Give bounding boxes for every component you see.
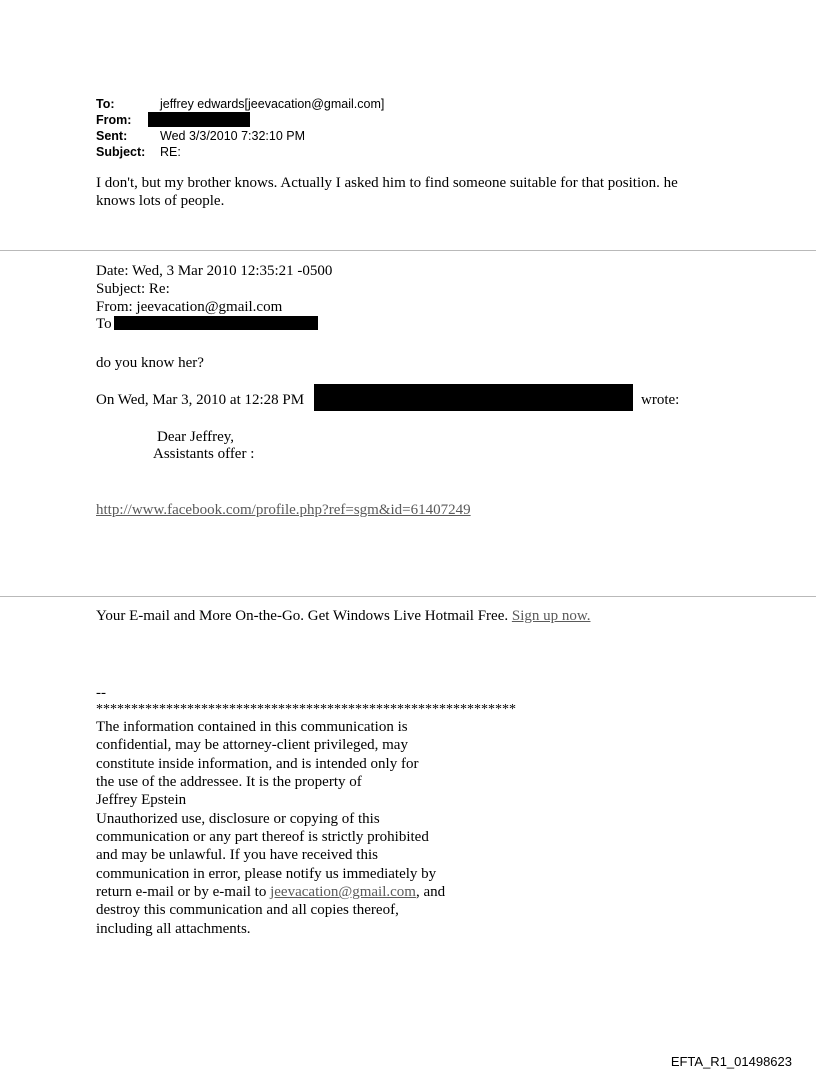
signature-stars: ************************************************************ [96, 702, 516, 717]
subject-value: RE: [160, 145, 181, 159]
quoted-date: Date: Wed, 3 Mar 2010 12:35:21 -0500 [96, 263, 333, 279]
disclaimer-line: the use of the addressee. It is the property of [96, 774, 362, 790]
disclaimer-line: destroy this communication and all copies thereof, [96, 902, 399, 918]
quoted-body: do you know her? [96, 355, 204, 371]
assistants-offer: Assistants offer : [153, 446, 255, 462]
return-prefix: return e-mail or by e-mail to [96, 884, 267, 900]
header-from-row [96, 112, 384, 128]
sent-value: Wed 3/3/2010 7:32:10 PM [160, 129, 306, 143]
disclaimer-line: Unauthorized use, disclosure or copying of this [96, 811, 380, 827]
promo-line [96, 607, 590, 626]
to-label: To: [96, 97, 115, 111]
disclaimer-line: including all attachments. [96, 921, 251, 937]
sign-up-link[interactable]: Sign up now. [511, 608, 591, 624]
on-wrote-suffix: wrote: [641, 392, 680, 408]
sent-label: Sent: [96, 129, 128, 143]
disclaimer-line: The information contained in this communication is [96, 719, 408, 735]
to-value: jeffrey edwards[jeevacation@gmail.com] [160, 97, 385, 111]
quoted-from: From: jeevacation@gmail.com [96, 299, 283, 315]
subject-label: Subject: [96, 145, 146, 159]
separator-rule [0, 250, 816, 251]
disclaimer-line: communication in error, please notify us immediately by [96, 866, 437, 882]
facebook-link[interactable]: http://www.facebook.com/profile.php?ref=sgm&id=61407249 [96, 502, 471, 518]
header-sent-row [96, 128, 384, 144]
return-suffix: , and [415, 884, 446, 900]
disclaimer-line: confidential, may be attorney-client privileged, may [96, 737, 408, 753]
disclaimer-line: Jeffrey Epstein [96, 792, 187, 808]
from-redaction [148, 112, 250, 127]
on-wrote-line [96, 391, 696, 410]
disclaimer-line: communication or any part thereof is strictly prohibited [96, 829, 429, 845]
quoted-to-row [96, 315, 112, 334]
reply-line-2: knows lots of people. [96, 193, 225, 209]
sender-redaction [314, 384, 633, 411]
on-wrote-prefix: On Wed, Mar 3, 2010 at 12:28 PM [96, 392, 305, 408]
disclaimer-return-line [96, 883, 445, 902]
quoted-to-label: To [96, 316, 112, 332]
separator-rule [0, 596, 816, 597]
quoted-subject: Subject: Re: [96, 281, 170, 297]
header-to-row [96, 96, 384, 112]
promo-text: Your E-mail and More On-the-Go. Get Windows Live Hotmail Free. [96, 608, 509, 624]
document-id: EFTA_R1_01498623 [670, 1054, 792, 1069]
disclaimer-line: constitute inside information, and is intended only for [96, 756, 419, 772]
signature-dashes: -- [96, 685, 106, 701]
disclaimer-line: and may be unlawful. If you have received this [96, 847, 378, 863]
email-header [96, 96, 384, 160]
email-link[interactable]: jeevacation@gmail.com [270, 884, 416, 900]
from-label: From: [96, 113, 132, 127]
to-redaction [114, 316, 318, 330]
greeting: Dear Jeffrey, [157, 429, 235, 445]
header-subject-row [96, 144, 384, 160]
reply-line-1: I don't, but my brother knows. Actually I asked him to find someone suitable for that position. he [96, 175, 678, 191]
